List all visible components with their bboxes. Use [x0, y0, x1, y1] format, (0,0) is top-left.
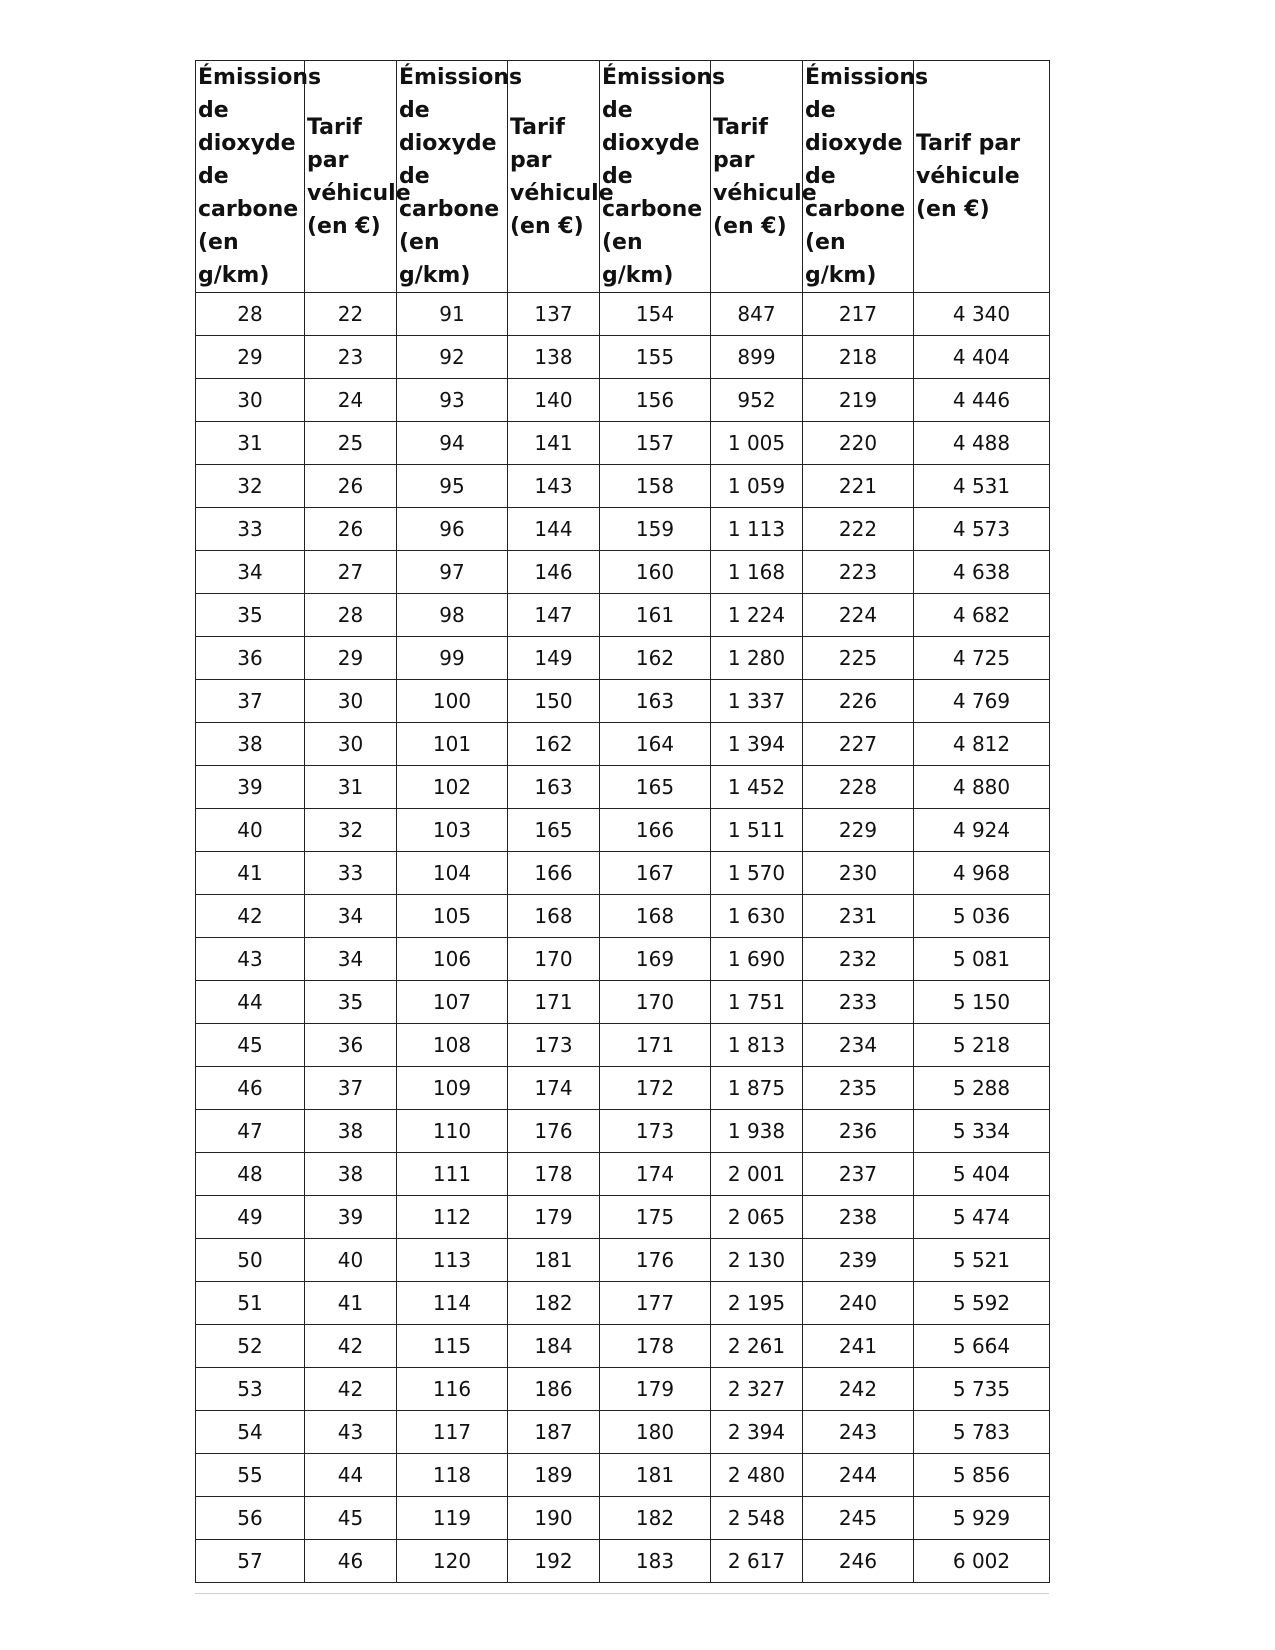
tariff-cell: 4 340 [914, 293, 1050, 336]
emissions-cell: 54 [196, 1411, 305, 1454]
tariff-cell: 1 394 [711, 723, 803, 766]
tariff-cell: 34 [305, 895, 397, 938]
emissions-cell: 101 [397, 723, 508, 766]
tariff-cell: 4 638 [914, 551, 1050, 594]
emissions-cell: 225 [803, 637, 914, 680]
emissions-cell: 231 [803, 895, 914, 938]
tariff-cell: 150 [508, 680, 600, 723]
tariff-cell: 38 [305, 1110, 397, 1153]
table-row [196, 766, 1050, 809]
emissions-cell: 245 [803, 1497, 914, 1540]
tariff-cell: 31 [305, 766, 397, 809]
tariff-cell: 4 769 [914, 680, 1050, 723]
emissions-cell: 226 [803, 680, 914, 723]
emissions-cell: 166 [600, 809, 711, 852]
tariff-cell: 1 059 [711, 465, 803, 508]
tariff-cell: 166 [508, 852, 600, 895]
emissions-cell: 180 [600, 1411, 711, 1454]
tariff-cell: 4 573 [914, 508, 1050, 551]
emissions-cell: 97 [397, 551, 508, 594]
tariff-cell: 35 [305, 981, 397, 1024]
emissions-cell: 113 [397, 1239, 508, 1282]
emissions-cell: 218 [803, 336, 914, 379]
emissions-cell: 227 [803, 723, 914, 766]
tariff-cell: 170 [508, 938, 600, 981]
emissions-cell: 36 [196, 637, 305, 680]
tariff-cell: 143 [508, 465, 600, 508]
table-row [196, 1196, 1050, 1239]
tariff-cell: 33 [305, 852, 397, 895]
tariff-cell: 5 036 [914, 895, 1050, 938]
emissions-cell: 49 [196, 1196, 305, 1239]
emissions-cell: 181 [600, 1454, 711, 1497]
emissions-cell: 45 [196, 1024, 305, 1067]
emissions-cell: 119 [397, 1497, 508, 1540]
emissions-cell: 108 [397, 1024, 508, 1067]
emissions-cell: 222 [803, 508, 914, 551]
tariff-table [195, 60, 1050, 1583]
emissions-cell: 44 [196, 981, 305, 1024]
tariff-cell: 144 [508, 508, 600, 551]
emissions-cell: 238 [803, 1196, 914, 1239]
emissions-cell: 43 [196, 938, 305, 981]
emissions-cell: 118 [397, 1454, 508, 1497]
emissions-cell: 100 [397, 680, 508, 723]
emissions-cell: 32 [196, 465, 305, 508]
table-row [196, 1411, 1050, 1454]
tariff-cell: 2 195 [711, 1282, 803, 1325]
tariff-cell: 137 [508, 293, 600, 336]
tariff-cell: 182 [508, 1282, 600, 1325]
emissions-cell: 224 [803, 594, 914, 637]
emissions-cell: 107 [397, 981, 508, 1024]
emissions-cell: 171 [600, 1024, 711, 1067]
tariff-cell: 1 630 [711, 895, 803, 938]
tariff-cell: 41 [305, 1282, 397, 1325]
emissions-cell: 29 [196, 336, 305, 379]
emissions-cell: 164 [600, 723, 711, 766]
emissions-cell: 115 [397, 1325, 508, 1368]
tariff-cell: 44 [305, 1454, 397, 1497]
tariff-cell: 2 065 [711, 1196, 803, 1239]
column-header-tariff: Tarif par véhicule (en €) [305, 61, 397, 293]
tariff-cell: 38 [305, 1153, 397, 1196]
emissions-cell: 103 [397, 809, 508, 852]
table-row [196, 938, 1050, 981]
emissions-cell: 178 [600, 1325, 711, 1368]
tariff-cell: 27 [305, 551, 397, 594]
tariff-cell: 173 [508, 1024, 600, 1067]
emissions-cell: 34 [196, 551, 305, 594]
tariff-cell: 30 [305, 680, 397, 723]
tariff-cell: 2 394 [711, 1411, 803, 1454]
tariff-cell: 163 [508, 766, 600, 809]
emissions-cell: 170 [600, 981, 711, 1024]
tariff-cell: 43 [305, 1411, 397, 1454]
emissions-cell: 154 [600, 293, 711, 336]
emissions-cell: 159 [600, 508, 711, 551]
tariff-cell: 952 [711, 379, 803, 422]
table-row [196, 1110, 1050, 1153]
bottom-divider [195, 1593, 1049, 1594]
tariff-cell: 899 [711, 336, 803, 379]
tariff-cell: 1 875 [711, 1067, 803, 1110]
table-row [196, 895, 1050, 938]
emissions-cell: 99 [397, 637, 508, 680]
table-row [196, 1497, 1050, 1540]
tariff-cell: 184 [508, 1325, 600, 1368]
emissions-cell: 57 [196, 1540, 305, 1583]
emissions-cell: 223 [803, 551, 914, 594]
emissions-cell: 165 [600, 766, 711, 809]
tariff-cell: 162 [508, 723, 600, 766]
tariff-cell: 4 446 [914, 379, 1050, 422]
tariff-cell: 30 [305, 723, 397, 766]
emissions-cell: 104 [397, 852, 508, 895]
tariff-cell: 5 474 [914, 1196, 1050, 1239]
emissions-cell: 169 [600, 938, 711, 981]
emissions-cell: 93 [397, 379, 508, 422]
tariff-cell: 26 [305, 508, 397, 551]
tariff-cell: 2 480 [711, 1454, 803, 1497]
emissions-cell: 246 [803, 1540, 914, 1583]
tariff-cell: 168 [508, 895, 600, 938]
emissions-cell: 91 [397, 293, 508, 336]
emissions-cell: 37 [196, 680, 305, 723]
emissions-cell: 232 [803, 938, 914, 981]
column-header-tariff: Tarif par véhicule (en €) [914, 61, 1050, 293]
emissions-cell: 35 [196, 594, 305, 637]
emissions-cell: 116 [397, 1368, 508, 1411]
column-header-emissions: Émissions de dioxyde de carbone (en g/km) [803, 61, 914, 293]
emissions-cell: 176 [600, 1239, 711, 1282]
tariff-cell: 5 150 [914, 981, 1050, 1024]
emissions-cell: 158 [600, 465, 711, 508]
emissions-cell: 175 [600, 1196, 711, 1239]
table-row [196, 508, 1050, 551]
emissions-cell: 51 [196, 1282, 305, 1325]
emissions-cell: 161 [600, 594, 711, 637]
tariff-cell: 5 735 [914, 1368, 1050, 1411]
tariff-cell: 4 968 [914, 852, 1050, 895]
tariff-cell: 189 [508, 1454, 600, 1497]
tariff-cell: 34 [305, 938, 397, 981]
emissions-cell: 167 [600, 852, 711, 895]
tariff-cell: 39 [305, 1196, 397, 1239]
emissions-cell: 220 [803, 422, 914, 465]
tariff-cell: 1 280 [711, 637, 803, 680]
tariff-cell: 46 [305, 1540, 397, 1583]
emissions-cell: 163 [600, 680, 711, 723]
emissions-cell: 55 [196, 1454, 305, 1497]
table-row [196, 981, 1050, 1024]
tariff-cell: 42 [305, 1325, 397, 1368]
table-row [196, 293, 1050, 336]
emissions-cell: 105 [397, 895, 508, 938]
tariff-cell: 23 [305, 336, 397, 379]
tariff-cell: 1 690 [711, 938, 803, 981]
emissions-cell: 241 [803, 1325, 914, 1368]
table-row [196, 336, 1050, 379]
emissions-cell: 236 [803, 1110, 914, 1153]
tariff-cell: 6 002 [914, 1540, 1050, 1583]
emissions-cell: 98 [397, 594, 508, 637]
emissions-cell: 235 [803, 1067, 914, 1110]
column-header-emissions: Émissions de dioxyde de carbone (en g/km) [397, 61, 508, 293]
table-row [196, 1239, 1050, 1282]
tariff-cell: 1 938 [711, 1110, 803, 1153]
emissions-cell: 233 [803, 981, 914, 1024]
emissions-cell: 42 [196, 895, 305, 938]
tariff-cell: 174 [508, 1067, 600, 1110]
table-row [196, 1153, 1050, 1196]
emissions-cell: 179 [600, 1368, 711, 1411]
column-header-tariff: Tarif par véhicule (en €) [508, 61, 600, 293]
emissions-cell: 120 [397, 1540, 508, 1583]
tariff-cell: 2 617 [711, 1540, 803, 1583]
tariff-cell: 37 [305, 1067, 397, 1110]
tariff-cell: 187 [508, 1411, 600, 1454]
tariff-cell: 1 168 [711, 551, 803, 594]
emissions-cell: 39 [196, 766, 305, 809]
table-row [196, 852, 1050, 895]
tariff-cell: 29 [305, 637, 397, 680]
emissions-cell: 40 [196, 809, 305, 852]
emissions-cell: 168 [600, 895, 711, 938]
emissions-cell: 221 [803, 465, 914, 508]
emissions-cell: 50 [196, 1239, 305, 1282]
tariff-cell: 5 218 [914, 1024, 1050, 1067]
table-row [196, 1024, 1050, 1067]
tariff-cell: 32 [305, 809, 397, 852]
tariff-cell: 1 005 [711, 422, 803, 465]
tariff-cell: 22 [305, 293, 397, 336]
emissions-cell: 52 [196, 1325, 305, 1368]
tariff-cell: 1 570 [711, 852, 803, 895]
tariff-cell: 1 751 [711, 981, 803, 1024]
tariff-cell: 1 452 [711, 766, 803, 809]
tariff-cell: 5 592 [914, 1282, 1050, 1325]
column-header-emissions: Émissions de dioxyde de carbone (en g/km) [600, 61, 711, 293]
emissions-cell: 243 [803, 1411, 914, 1454]
tariff-cell: 5 081 [914, 938, 1050, 981]
emissions-cell: 172 [600, 1067, 711, 1110]
emissions-cell: 109 [397, 1067, 508, 1110]
tariff-cell: 42 [305, 1368, 397, 1411]
tariff-cell: 146 [508, 551, 600, 594]
table-row [196, 1067, 1050, 1110]
emissions-cell: 228 [803, 766, 914, 809]
tariff-cell: 5 334 [914, 1110, 1050, 1153]
tariff-cell: 4 812 [914, 723, 1050, 766]
table-row [196, 551, 1050, 594]
table-row [196, 465, 1050, 508]
tariff-cell: 1 224 [711, 594, 803, 637]
tariff-cell: 5 664 [914, 1325, 1050, 1368]
column-header-tariff: Tarif par véhicule (en €) [711, 61, 803, 293]
tariff-cell: 190 [508, 1497, 600, 1540]
tariff-cell: 5 929 [914, 1497, 1050, 1540]
tariff-cell: 2 001 [711, 1153, 803, 1196]
table-row [196, 379, 1050, 422]
tariff-cell: 25 [305, 422, 397, 465]
tariff-cell: 138 [508, 336, 600, 379]
table-row [196, 809, 1050, 852]
tariff-cell: 1 113 [711, 508, 803, 551]
emissions-cell: 240 [803, 1282, 914, 1325]
tariff-cell: 36 [305, 1024, 397, 1067]
tariff-cell: 1 337 [711, 680, 803, 723]
tariff-cell: 4 404 [914, 336, 1050, 379]
emissions-cell: 242 [803, 1368, 914, 1411]
tariff-cell: 45 [305, 1497, 397, 1540]
tariff-cell: 4 880 [914, 766, 1050, 809]
emissions-cell: 96 [397, 508, 508, 551]
emissions-cell: 48 [196, 1153, 305, 1196]
tariff-cell: 1 511 [711, 809, 803, 852]
tariff-cell: 2 327 [711, 1368, 803, 1411]
emissions-cell: 244 [803, 1454, 914, 1497]
emissions-cell: 155 [600, 336, 711, 379]
emissions-cell: 237 [803, 1153, 914, 1196]
tariff-cell: 5 404 [914, 1153, 1050, 1196]
emissions-cell: 182 [600, 1497, 711, 1540]
tariff-cell: 4 682 [914, 594, 1050, 637]
tariff-cell: 176 [508, 1110, 600, 1153]
emissions-cell: 177 [600, 1282, 711, 1325]
tariff-cell: 40 [305, 1239, 397, 1282]
emissions-cell: 173 [600, 1110, 711, 1153]
tariff-cell: 178 [508, 1153, 600, 1196]
tariff-cell: 5 783 [914, 1411, 1050, 1454]
tariff-cell: 5 856 [914, 1454, 1050, 1497]
emissions-cell: 92 [397, 336, 508, 379]
table-row [196, 1282, 1050, 1325]
emissions-cell: 160 [600, 551, 711, 594]
tariff-cell: 2 261 [711, 1325, 803, 1368]
emissions-cell: 102 [397, 766, 508, 809]
table-row [196, 1454, 1050, 1497]
emissions-cell: 112 [397, 1196, 508, 1239]
emissions-cell: 234 [803, 1024, 914, 1067]
emissions-cell: 229 [803, 809, 914, 852]
tariff-cell: 28 [305, 594, 397, 637]
table-row [196, 723, 1050, 766]
tariff-cell: 4 924 [914, 809, 1050, 852]
tariff-cell: 140 [508, 379, 600, 422]
tariff-cell: 186 [508, 1368, 600, 1411]
tariff-cell: 847 [711, 293, 803, 336]
emissions-cell: 183 [600, 1540, 711, 1583]
header-row [196, 61, 1050, 293]
emissions-cell: 230 [803, 852, 914, 895]
emissions-cell: 56 [196, 1497, 305, 1540]
tariff-cell: 181 [508, 1239, 600, 1282]
tariff-cell: 2 130 [711, 1239, 803, 1282]
table-row [196, 422, 1050, 465]
tariff-cell: 24 [305, 379, 397, 422]
emissions-cell: 94 [397, 422, 508, 465]
emissions-cell: 114 [397, 1282, 508, 1325]
tariff-cell: 26 [305, 465, 397, 508]
tariff-cell: 1 813 [711, 1024, 803, 1067]
tariff-cell: 4 531 [914, 465, 1050, 508]
emissions-cell: 47 [196, 1110, 305, 1153]
table-row [196, 594, 1050, 637]
emissions-cell: 162 [600, 637, 711, 680]
emissions-cell: 38 [196, 723, 305, 766]
emissions-cell: 219 [803, 379, 914, 422]
emissions-cell: 46 [196, 1067, 305, 1110]
emissions-cell: 156 [600, 379, 711, 422]
tariff-cell: 192 [508, 1540, 600, 1583]
tariff-cell: 171 [508, 981, 600, 1024]
table-row [196, 637, 1050, 680]
emissions-cell: 217 [803, 293, 914, 336]
tariff-cell: 141 [508, 422, 600, 465]
tariff-cell: 5 288 [914, 1067, 1050, 1110]
emissions-cell: 117 [397, 1411, 508, 1454]
table-row [196, 1540, 1050, 1583]
emissions-cell: 28 [196, 293, 305, 336]
table-row [196, 1368, 1050, 1411]
emissions-cell: 239 [803, 1239, 914, 1282]
emissions-cell: 95 [397, 465, 508, 508]
emissions-cell: 31 [196, 422, 305, 465]
table-row [196, 680, 1050, 723]
emissions-cell: 30 [196, 379, 305, 422]
emissions-cell: 33 [196, 508, 305, 551]
tariff-cell: 147 [508, 594, 600, 637]
tariff-cell: 165 [508, 809, 600, 852]
tariff-cell: 2 548 [711, 1497, 803, 1540]
emissions-cell: 110 [397, 1110, 508, 1153]
emissions-cell: 157 [600, 422, 711, 465]
emissions-cell: 111 [397, 1153, 508, 1196]
emissions-cell: 106 [397, 938, 508, 981]
tariff-cell: 4 488 [914, 422, 1050, 465]
emissions-cell: 41 [196, 852, 305, 895]
tariff-cell: 5 521 [914, 1239, 1050, 1282]
table-body [196, 293, 1050, 1583]
tariff-cell: 4 725 [914, 637, 1050, 680]
tariff-cell: 149 [508, 637, 600, 680]
tariff-cell: 179 [508, 1196, 600, 1239]
table-header [196, 61, 1050, 293]
emissions-cell: 53 [196, 1368, 305, 1411]
table-row [196, 1325, 1050, 1368]
emissions-cell: 174 [600, 1153, 711, 1196]
column-header-emissions: Émissions de dioxyde de carbone (en g/km) [196, 61, 305, 293]
